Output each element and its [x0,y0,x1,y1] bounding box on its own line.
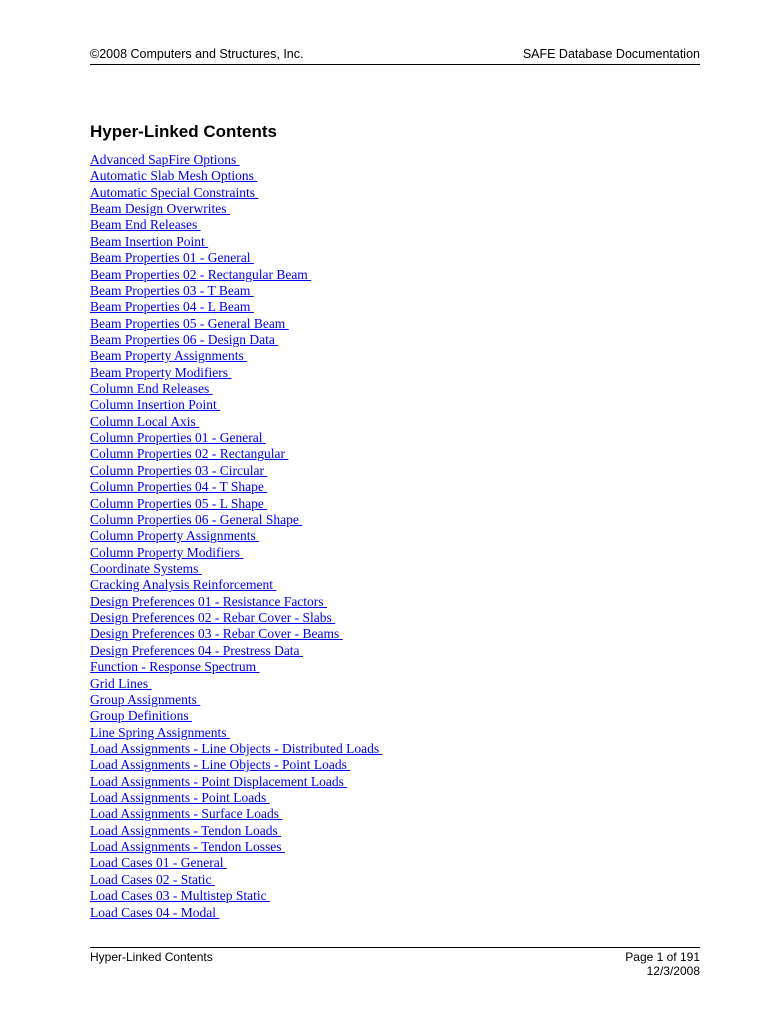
toc-item [90,267,382,283]
toc-link[interactable]: Beam Properties 06 - Design Data [90,331,279,347]
toc-item [90,283,382,299]
toc-link[interactable]: Beam Property Assignments [90,348,248,364]
toc-link[interactable]: Beam Properties 01 - General [90,250,254,266]
toc-item [90,365,382,381]
toc-link[interactable]: Beam End Releases [90,217,201,233]
page-title: Hyper-Linked Contents [90,122,278,141]
toc-item [90,888,382,904]
toc-item [90,692,382,708]
toc-item [90,381,382,397]
toc-link[interactable]: Beam Insertion Point [90,233,209,249]
toc-link[interactable]: Load Cases 02 - Static [90,871,215,887]
toc-link[interactable]: Beam Property Modifiers [90,364,232,380]
toc-item [90,610,382,626]
toc-item [90,725,382,741]
toc-link[interactable]: Load Assignments - Line Objects - Point Loads [90,757,351,773]
toc-link[interactable]: Column End Releases [90,381,213,397]
toc-item [90,806,382,822]
toc-link[interactable]: Column Property Modifiers [90,544,244,560]
toc-link[interactable]: Load Assignments - Point Displacement Loads [90,773,348,789]
toc-item [90,905,382,921]
toc-link[interactable]: Load Assignments - Tendon Loads [90,822,282,838]
toc-link[interactable]: Load Assignments - Point Loads [90,790,270,806]
toc-item [90,397,382,413]
toc-link[interactable]: Beam Properties 02 - Rectangular Beam [90,266,312,282]
toc-link[interactable]: Beam Properties 03 - T Beam [90,282,254,298]
toc-item [90,446,382,462]
toc-item [90,496,382,512]
toc-item [90,659,382,675]
toc-link[interactable]: Column Properties 02 - Rectangular [90,446,289,462]
toc-item [90,512,382,528]
toc-link[interactable]: Column Properties 03 - Circular [90,462,268,478]
toc-item [90,774,382,790]
toc-link[interactable]: Design Preferences 03 - Rebar Cover - Beams [90,626,343,642]
toc-item [90,790,382,806]
toc-link[interactable]: Group Assignments [90,691,201,707]
footer-page-info [625,950,700,978]
toc-link[interactable]: Column Property Assignments [90,528,260,544]
toc-item [90,855,382,871]
toc-item [90,545,382,561]
toc-link[interactable]: Grid Lines [90,675,152,691]
toc-item [90,201,382,217]
toc-item [90,168,382,184]
toc-item [90,823,382,839]
footer-date: 12/3/2008 [646,964,700,978]
toc-link[interactable]: Line Spring Assignments [90,724,230,740]
toc-item [90,528,382,544]
toc-item [90,676,382,692]
toc-link[interactable]: Column Local Axis [90,413,200,429]
toc-link[interactable]: Beam Properties 05 - General Beam [90,315,289,331]
toc-item [90,348,382,364]
toc-link[interactable]: Column Insertion Point [90,397,221,413]
header-copyright: ©2008 Computers and Structures, Inc. [90,47,304,61]
toc-link[interactable]: Column Properties 01 - General [90,430,266,446]
toc-item [90,234,382,250]
toc-link[interactable]: Advanced SapFire Options [90,152,240,167]
footer-page-number: Page 1 of 191 [625,950,700,964]
page-footer [90,947,700,978]
toc-link[interactable]: Design Preferences 02 - Rebar Cover - Slabs [90,610,336,626]
toc-link[interactable]: Design Preferences 01 - Resistance Factors [90,593,327,609]
toc-item [90,577,382,593]
toc-link[interactable]: Beam Design Overwrites [90,201,230,217]
toc-link[interactable]: Design Preferences 04 - Prestress Data [90,642,303,658]
toc-item [90,643,382,659]
toc-item [90,594,382,610]
toc-link[interactable]: Load Cases 04 - Modal [90,904,220,920]
toc-item [90,299,382,315]
toc-item [90,479,382,495]
toc-link[interactable]: Column Properties 04 - T Shape [90,479,268,495]
toc-link[interactable]: Coordinate Systems [90,560,202,576]
page-header [90,46,700,65]
toc-item [90,185,382,201]
toc-item [90,741,382,757]
toc-link[interactable]: Automatic Slab Mesh Options [90,168,258,184]
toc-link[interactable]: Load Assignments - Line Objects - Distributed Loads [90,740,383,756]
toc-item [90,561,382,577]
toc-item [90,332,382,348]
toc-item [90,217,382,233]
toc-item [90,626,382,642]
toc-item [90,250,382,266]
toc-link[interactable]: Group Definitions [90,708,192,724]
toc-item [90,757,382,773]
toc-link[interactable]: Load Assignments - Tendon Losses [90,839,285,855]
toc-link[interactable]: Automatic Special Constraints [90,184,259,200]
toc-link[interactable]: Column Properties 06 - General Shape [90,511,303,527]
toc-link[interactable]: Load Assignments - Surface Loads [90,806,283,822]
toc-link[interactable]: Cracking Analysis Reinforcement [90,577,277,593]
toc-link[interactable]: Load Cases 01 - General [90,855,227,871]
toc-link[interactable]: Load Cases 03 - Multistep Static [90,888,270,904]
toc-item [90,316,382,332]
toc-item [90,152,382,168]
toc-item [90,430,382,446]
header-doc-title: SAFE Database Documentation [522,47,700,61]
toc-item [90,872,382,888]
toc-list [90,152,382,921]
toc-item [90,708,382,724]
toc-item [90,463,382,479]
toc-link[interactable]: Function - Response Spectrum [90,659,260,675]
footer-section-title: Hyper-Linked Contents [90,950,213,964]
toc-link[interactable]: Beam Properties 04 - L Beam [90,299,254,315]
toc-link[interactable]: Column Properties 05 - L Shape [90,495,268,511]
toc-item [90,839,382,855]
toc-item [90,414,382,430]
